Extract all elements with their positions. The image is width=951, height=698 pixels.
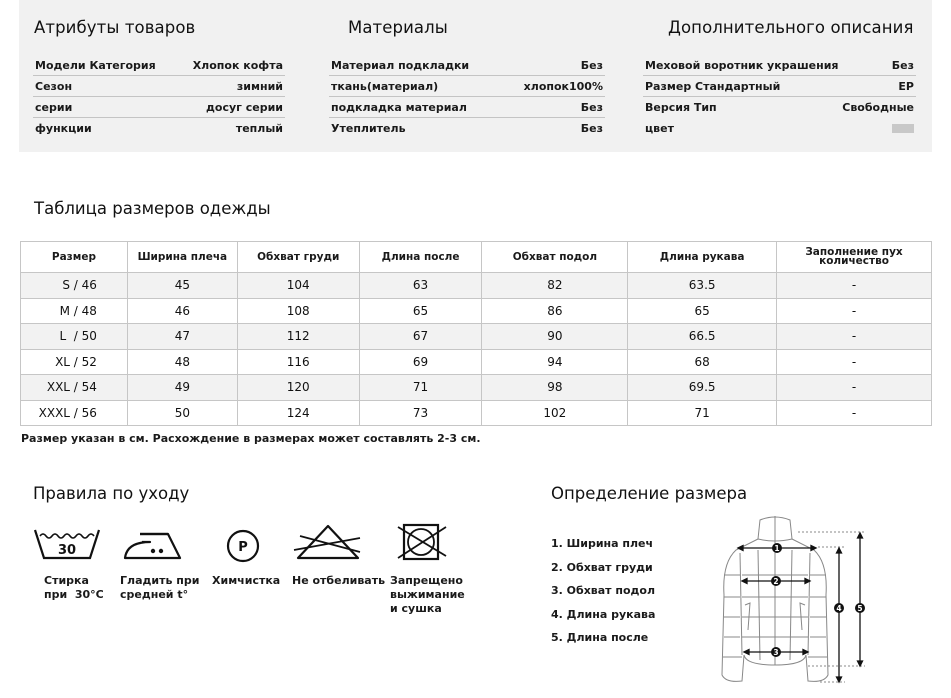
care-item-dry-clean bbox=[208, 522, 280, 588]
attribute-row bbox=[33, 55, 285, 76]
column-header: Длина после bbox=[359, 242, 482, 273]
table-cell: 45 bbox=[127, 273, 237, 299]
table-row bbox=[21, 324, 932, 350]
table-cell: 82 bbox=[482, 273, 628, 299]
attribute-value: Свободные bbox=[842, 101, 914, 114]
table-cell: L / 50 bbox=[21, 324, 128, 350]
table-cell: 86 bbox=[482, 298, 628, 324]
dry-clean-p-icon bbox=[208, 522, 278, 564]
table-cell: 71 bbox=[359, 375, 482, 401]
iron-medium-icon bbox=[120, 522, 190, 564]
attribute-row bbox=[33, 97, 285, 118]
attribute-row bbox=[643, 76, 916, 97]
column-header: Обхват груди bbox=[237, 242, 359, 273]
table-cell: 108 bbox=[237, 298, 359, 324]
care-label: Запрещено выжимание и сушка bbox=[390, 574, 465, 615]
table-cell: 69 bbox=[359, 349, 482, 375]
care-title: Правила по уходу bbox=[33, 484, 190, 503]
table-cell: 98 bbox=[482, 375, 628, 401]
svg-text:5: 5 bbox=[857, 604, 863, 613]
attribute-row bbox=[329, 76, 605, 97]
table-cell: XL / 52 bbox=[21, 349, 128, 375]
care-item-wash bbox=[32, 522, 104, 602]
table-row bbox=[21, 349, 932, 375]
attribute-row bbox=[33, 118, 285, 139]
table-cell: M / 48 bbox=[21, 298, 128, 324]
no-bleach-icon bbox=[292, 522, 362, 564]
svg-text:3: 3 bbox=[773, 648, 779, 657]
attribute-row bbox=[33, 76, 285, 97]
table-cell: XXL / 54 bbox=[21, 375, 128, 401]
table-cell: - bbox=[777, 400, 932, 426]
table-cell: 94 bbox=[482, 349, 628, 375]
table-cell: 67 bbox=[359, 324, 482, 350]
attribute-value: Без bbox=[580, 100, 603, 114]
attribute-value: хлопок100% bbox=[523, 79, 603, 93]
attribute-value: Без bbox=[891, 58, 914, 72]
table-cell: - bbox=[777, 298, 932, 324]
attribute-label: Сезон bbox=[35, 79, 73, 93]
measure-item: 4. Длина рукава bbox=[551, 607, 656, 621]
table-row bbox=[21, 400, 932, 426]
measure-item: 5. Длина после bbox=[551, 631, 649, 644]
svg-text:P: P bbox=[238, 540, 248, 555]
table-cell: S / 46 bbox=[21, 273, 128, 299]
table-cell: 66.5 bbox=[628, 324, 777, 350]
table-cell: 65 bbox=[628, 298, 777, 324]
table-cell: 48 bbox=[127, 349, 237, 375]
attribute-value: Без bbox=[580, 122, 603, 135]
attribute-row bbox=[329, 55, 605, 76]
wash-30-icon bbox=[32, 522, 102, 564]
product-attributes-title: Атрибуты товаров bbox=[34, 18, 196, 37]
jacket-diagram-icon bbox=[700, 505, 880, 698]
size-table-title: Таблица размеров одежды bbox=[34, 199, 271, 218]
column-header: Размер bbox=[21, 242, 128, 273]
table-row bbox=[21, 273, 932, 299]
table-cell: 120 bbox=[237, 375, 359, 401]
table-cell: 49 bbox=[127, 375, 237, 401]
materials-title: Материалы bbox=[348, 18, 448, 37]
column-header: Длина рукава bbox=[628, 242, 777, 273]
table-cell: - bbox=[777, 324, 932, 350]
table-cell: 69.5 bbox=[628, 375, 777, 401]
attribute-label: Модели Категория bbox=[35, 58, 156, 72]
column-header: Ширина плеча bbox=[127, 242, 237, 273]
table-cell: 102 bbox=[482, 400, 628, 426]
table-cell: XXXL / 56 bbox=[21, 400, 128, 426]
table-header-row bbox=[21, 242, 932, 273]
size-note: Размер указан в см. Расхождение в размерах может составлять 2-3 см. bbox=[21, 432, 481, 445]
measure-list bbox=[551, 537, 655, 655]
attribute-label: Версия Тип bbox=[645, 101, 717, 114]
table-cell: 90 bbox=[482, 324, 628, 350]
measure-item: 1. Ширина плеч bbox=[551, 537, 654, 550]
table-cell: 116 bbox=[237, 349, 359, 375]
table-cell: 65 bbox=[359, 298, 482, 324]
color-swatch bbox=[892, 124, 914, 133]
size-table bbox=[20, 241, 932, 426]
measure-title: Определение размера bbox=[551, 484, 748, 503]
table-cell: 63.5 bbox=[628, 273, 777, 299]
care-item-no-tumble-dry bbox=[388, 522, 465, 616]
attribute-label: Размер Стандартный bbox=[645, 79, 781, 93]
measure-item: 3. Обхват подол bbox=[551, 584, 656, 597]
table-cell: - bbox=[777, 349, 932, 375]
table-cell: 71 bbox=[628, 400, 777, 426]
care-label: Гладить при средней t° bbox=[120, 574, 200, 601]
attribute-label: функции bbox=[35, 122, 92, 135]
care-label: Химчистка bbox=[212, 574, 281, 587]
table-cell: - bbox=[777, 273, 932, 299]
attribute-label: Материал подкладки bbox=[331, 58, 470, 72]
attribute-row bbox=[329, 97, 605, 118]
attribute-value: EP bbox=[898, 79, 914, 93]
attribute-row bbox=[643, 55, 916, 76]
care-label: Стирка при 30°C bbox=[44, 574, 104, 601]
svg-text:30: 30 bbox=[57, 543, 77, 558]
measure-item: 2. Обхват груди bbox=[551, 560, 653, 574]
svg-text:2: 2 bbox=[773, 577, 779, 586]
table-cell: 50 bbox=[127, 400, 237, 426]
care-item-iron bbox=[120, 522, 199, 602]
table-cell: - bbox=[777, 375, 932, 401]
care-label: Не отбеливать bbox=[292, 574, 386, 587]
table-cell: 104 bbox=[237, 273, 359, 299]
svg-text:1: 1 bbox=[774, 544, 780, 553]
attribute-label: Утеплитель bbox=[331, 122, 406, 135]
table-cell: 112 bbox=[237, 324, 359, 350]
attribute-label: ткань(материал) bbox=[331, 79, 439, 93]
attribute-row bbox=[643, 118, 916, 139]
table-cell: 47 bbox=[127, 324, 237, 350]
attribute-value: теплый bbox=[235, 122, 283, 135]
column-header: Обхват подол bbox=[482, 242, 628, 273]
table-row bbox=[21, 298, 932, 324]
table-row bbox=[21, 375, 932, 401]
attribute-label: Меховой воротник украшения bbox=[645, 58, 839, 72]
attribute-row bbox=[643, 97, 916, 118]
table-cell: 124 bbox=[237, 400, 359, 426]
attribute-value: зимний bbox=[236, 79, 283, 93]
extra-description-title: Дополнительного описания bbox=[668, 18, 914, 37]
svg-text:4: 4 bbox=[836, 604, 842, 613]
attribute-value: Без bbox=[580, 58, 603, 72]
column-header: Заполнение пух количество bbox=[777, 242, 932, 273]
attribute-label: серии bbox=[35, 100, 73, 114]
no-tumble-dry-icon bbox=[388, 522, 458, 564]
care-item-no-bleach bbox=[292, 522, 385, 588]
table-cell: 46 bbox=[127, 298, 237, 324]
attribute-value: Хлопок кофта bbox=[192, 58, 283, 72]
table-cell: 63 bbox=[359, 273, 482, 299]
attribute-value: досуг серии bbox=[206, 100, 283, 114]
table-cell: 68 bbox=[628, 349, 777, 375]
table-cell: 73 bbox=[359, 400, 482, 426]
attribute-row bbox=[329, 118, 605, 139]
attributes-panel bbox=[19, 0, 932, 152]
attribute-label: подкладка материал bbox=[331, 100, 467, 114]
attribute-label: цвет bbox=[645, 122, 674, 135]
